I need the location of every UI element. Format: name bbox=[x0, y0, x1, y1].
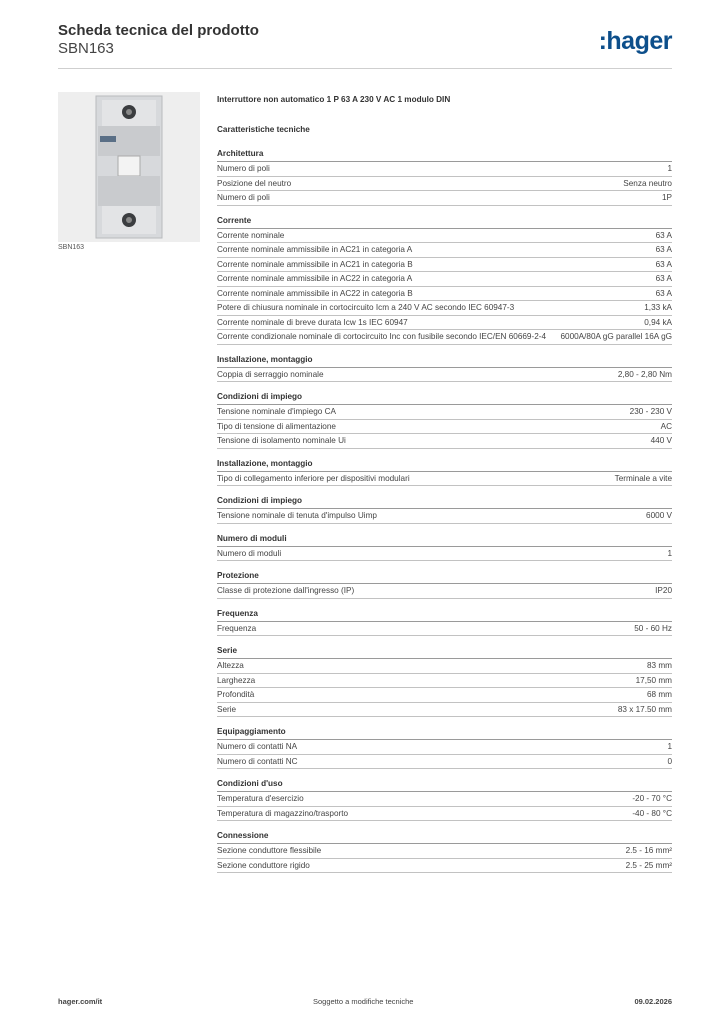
spec-value: 63 A bbox=[655, 230, 672, 240]
spec-section bbox=[217, 149, 672, 206]
spec-section bbox=[217, 779, 672, 821]
spec-row bbox=[217, 162, 672, 177]
spec-label: Posizione del neutro bbox=[217, 178, 292, 188]
spec-row bbox=[217, 509, 672, 524]
spec-value: -40 - 80 °C bbox=[632, 808, 672, 818]
spec-row bbox=[217, 547, 672, 562]
spec-label: Tensione nominale di tenuta d'impulso Uimp bbox=[217, 511, 377, 520]
spec-label: Tipo di tensione di alimentazione bbox=[217, 421, 336, 431]
spec-row bbox=[217, 258, 672, 273]
spec-label: Profondità bbox=[217, 690, 255, 699]
product-code: SBN163 bbox=[58, 40, 114, 57]
spec-label: Larghezza bbox=[217, 675, 256, 685]
spec-row bbox=[217, 792, 672, 807]
spec-value: AC bbox=[660, 421, 672, 431]
spec-row bbox=[217, 272, 672, 287]
spec-value: 68 mm bbox=[646, 690, 672, 699]
spec-value: 0 bbox=[667, 756, 672, 766]
spec-row bbox=[217, 368, 672, 383]
header-divider bbox=[58, 68, 672, 69]
spec-label: Corrente nominale ammissibile in AC22 in categoria A bbox=[217, 274, 413, 283]
spec-value: 83 mm bbox=[646, 661, 672, 670]
spec-label: Potere di chiusura nominale in cortocircuito Icm a 240 V AC secondo IEC 60947-3 bbox=[217, 303, 515, 312]
spec-label: Temperatura d'esercizio bbox=[217, 794, 304, 803]
spec-row bbox=[217, 330, 672, 345]
spec-row bbox=[217, 243, 672, 258]
spec-value: 1 bbox=[667, 548, 672, 558]
page-header bbox=[58, 22, 672, 70]
spec-label: Sezione conduttore rigido bbox=[217, 860, 310, 870]
spec-label: Corrente nominale ammissibile in AC21 in categoria B bbox=[217, 259, 413, 269]
spec-value: 6000A/80A gG parallel 16A gG bbox=[560, 332, 672, 341]
spec-value: 440 V bbox=[650, 436, 672, 445]
spec-sections bbox=[217, 149, 672, 873]
spec-value: 1 bbox=[667, 164, 672, 173]
spec-value: 2,80 - 2,80 Nm bbox=[617, 369, 672, 379]
section-title: Installazione, montaggio bbox=[217, 355, 672, 368]
footer-website: hager.com/it bbox=[58, 997, 103, 1006]
spec-section bbox=[217, 355, 672, 383]
breaker-device-icon bbox=[58, 92, 200, 242]
product-image bbox=[58, 92, 200, 242]
spec-label: Corrente nominale ammissibile in AC21 in categoria A bbox=[217, 245, 413, 254]
spec-value: IP20 bbox=[655, 586, 672, 595]
section-title: Condizioni di impiego bbox=[217, 496, 672, 509]
spec-label: Tipo di collegamento inferiore per dispositivi modulari bbox=[217, 473, 410, 483]
spec-value: 50 - 60 Hz bbox=[634, 623, 672, 633]
spec-section bbox=[217, 831, 672, 873]
spec-label: Numero di contatti NA bbox=[217, 742, 298, 751]
section-title: Corrente bbox=[217, 216, 672, 229]
spec-row bbox=[217, 434, 672, 449]
spec-label: Tensione nominale d'impiego CA bbox=[217, 407, 336, 416]
section-title: Equipaggiamento bbox=[217, 727, 672, 740]
spec-row bbox=[217, 191, 672, 206]
spec-row bbox=[217, 301, 672, 316]
spec-row bbox=[217, 755, 672, 770]
spec-label: Temperatura di magazzino/trasporto bbox=[217, 808, 349, 818]
footer-note: Soggetto a modifiche tecniche bbox=[313, 997, 414, 1006]
spec-row bbox=[217, 472, 672, 487]
spec-label: Sezione conduttore flessibile bbox=[217, 846, 322, 855]
section-title: Installazione, montaggio bbox=[217, 459, 672, 472]
tech-characteristics-title: Caratteristiche tecniche bbox=[217, 125, 310, 134]
spec-value: 2.5 - 16 mm² bbox=[625, 846, 672, 855]
spec-label: Numero di moduli bbox=[217, 548, 282, 558]
footer-date: 09.02.2026 bbox=[634, 997, 672, 1006]
spec-label: Serie bbox=[217, 704, 237, 714]
spec-row bbox=[217, 229, 672, 244]
spec-value: 63 A bbox=[655, 245, 672, 254]
spec-value: 63 A bbox=[655, 288, 672, 298]
spec-row bbox=[217, 740, 672, 755]
spec-row bbox=[217, 316, 672, 331]
spec-label: Corrente nominale ammissibile in AC22 in categoria B bbox=[217, 288, 413, 298]
spec-label: Corrente condizionale nominale di cortocircuito Inc con fusibile secondo IEC/EN 60669-2-4 bbox=[217, 332, 547, 341]
spec-value: 63 A bbox=[655, 259, 672, 269]
section-title: Condizioni di impiego bbox=[217, 392, 672, 405]
spec-value: 1 bbox=[667, 742, 672, 751]
spec-value: 230 - 230 V bbox=[629, 407, 672, 416]
image-caption: SBN163 bbox=[58, 244, 85, 251]
spec-row bbox=[217, 622, 672, 637]
spec-row bbox=[217, 674, 672, 689]
spec-value: 83 x 17.50 mm bbox=[617, 704, 672, 714]
logo-text: hager bbox=[606, 27, 672, 55]
spec-label: Corrente nominale bbox=[217, 230, 285, 240]
spec-label: Numero di poli bbox=[217, 193, 270, 202]
section-title: Connessione bbox=[217, 831, 672, 844]
section-title: Condizioni d'uso bbox=[217, 779, 672, 792]
page-title: Scheda tecnica del prodotto bbox=[58, 22, 259, 39]
spec-row bbox=[217, 177, 672, 192]
spec-row bbox=[217, 688, 672, 703]
spec-row bbox=[217, 287, 672, 302]
spec-row bbox=[217, 659, 672, 674]
product-description: Interruttore non automatico 1 P 63 A 230 V AC 1 modulo DIN bbox=[217, 95, 451, 104]
spec-value: 1,33 kA bbox=[644, 303, 672, 312]
spec-section bbox=[217, 216, 672, 345]
spec-value: 0,94 kA bbox=[644, 317, 672, 327]
spec-value: 2.5 - 25 mm² bbox=[625, 860, 672, 870]
spec-value: 17,50 mm bbox=[635, 675, 672, 685]
section-title: Protezione bbox=[217, 571, 672, 584]
spec-value: 1P bbox=[661, 193, 672, 202]
spec-section bbox=[217, 571, 672, 599]
spec-label: Numero di poli bbox=[217, 164, 270, 173]
spec-row bbox=[217, 703, 672, 718]
spec-value: Terminale a vite bbox=[614, 473, 672, 483]
spec-label: Classe di protezione dall'ingresso (IP) bbox=[217, 586, 355, 595]
spec-label: Tensione di isolamento nominale Ui bbox=[217, 436, 346, 445]
spec-label: Corrente nominale di breve durata Icw 1s IEC 60947 bbox=[217, 317, 408, 327]
spec-value: 63 A bbox=[655, 274, 672, 283]
spec-value: 6000 V bbox=[646, 511, 672, 520]
spec-section bbox=[217, 646, 672, 717]
spec-section bbox=[217, 727, 672, 769]
spec-section bbox=[217, 459, 672, 487]
spec-row bbox=[217, 405, 672, 420]
section-title: Serie bbox=[217, 646, 672, 659]
spec-label: Coppia di serraggio nominale bbox=[217, 369, 324, 379]
section-title: Numero di moduli bbox=[217, 534, 672, 547]
spec-content bbox=[217, 95, 672, 883]
spec-section bbox=[217, 609, 672, 637]
spec-section bbox=[217, 392, 672, 449]
spec-row bbox=[217, 859, 672, 874]
spec-label: Altezza bbox=[217, 661, 244, 670]
hager-logo bbox=[599, 27, 672, 55]
spec-row bbox=[217, 584, 672, 599]
spec-value: Senza neutro bbox=[623, 178, 672, 188]
spec-value: -20 - 70 °C bbox=[632, 794, 672, 803]
spec-row bbox=[217, 420, 672, 435]
spec-label: Frequenza bbox=[217, 623, 257, 633]
spec-row bbox=[217, 844, 672, 859]
spec-section bbox=[217, 534, 672, 562]
spec-section bbox=[217, 496, 672, 524]
logo-dots-icon: : bbox=[598, 27, 607, 55]
spec-label: Numero di contatti NC bbox=[217, 756, 298, 766]
section-title: Frequenza bbox=[217, 609, 672, 622]
spec-row bbox=[217, 807, 672, 822]
section-title: Architettura bbox=[217, 149, 672, 162]
